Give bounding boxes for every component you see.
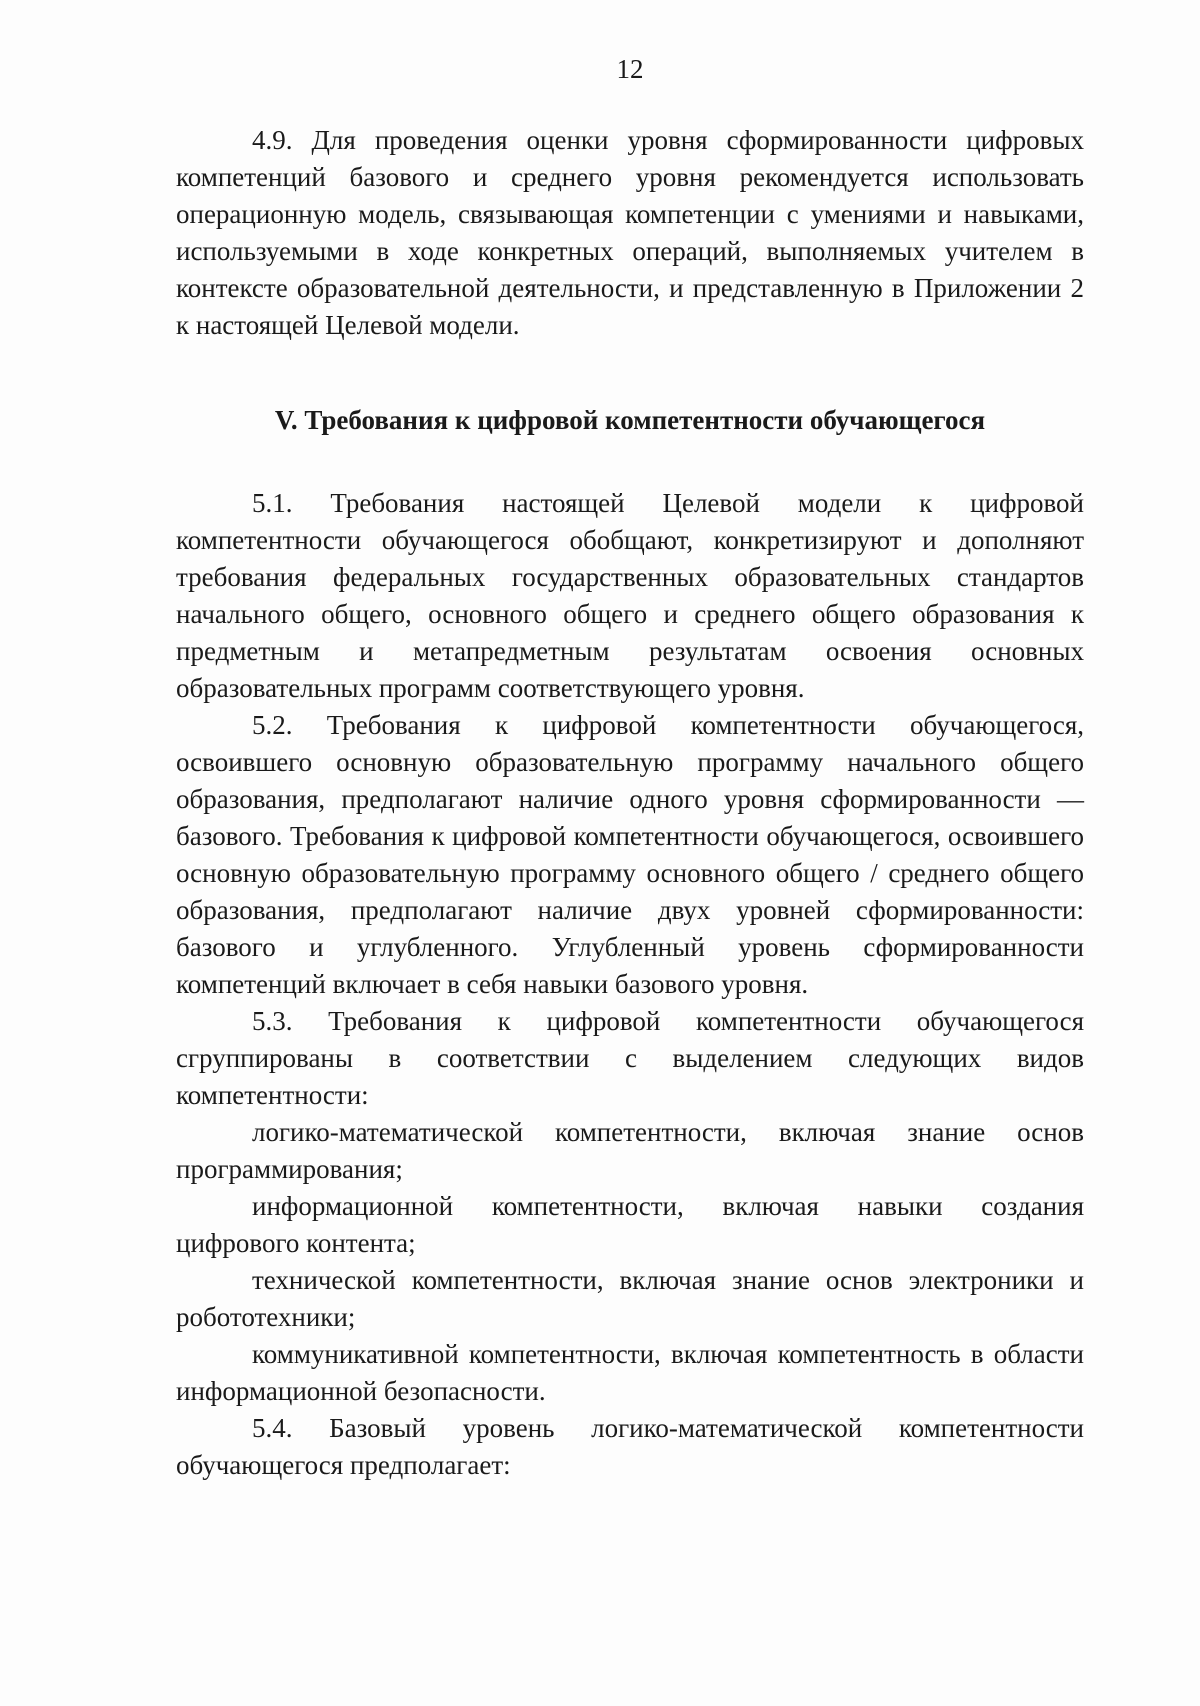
document-body [176, 122, 1084, 1484]
list-item-logic-math: логико-математической компетентности, включая знание основ программирования; [176, 1117, 1084, 1184]
section-heading: V. Требования к цифровой компетентности обучающегося [274, 405, 986, 435]
paragraph-5-1: 5.1. Требования настоящей Целевой модели к цифровой компетентности обучающегося обобщают, конкретизируют и дополняют требования федеральных государственных образовательных стандартов начального общего, основного общего и среднего общего образования к предметным и метапредметным результатам освоения основных образовательных программ соответствующего уровня. [176, 488, 1084, 703]
page-number: 12 [616, 54, 644, 84]
list-item-communicative: коммуникативной компетентности, включая компетентность в области информационной безопасности. [176, 1339, 1084, 1406]
paragraph-5-4: 5.4. Базовый уровень логико-математической компетентности обучающегося предполагает: [176, 1413, 1084, 1480]
paragraph-5-3: 5.3. Требования к цифровой компетентности обучающегося сгруппированы в соответствии с выделением следующих видов компетентности: [176, 1006, 1084, 1110]
list-item-technical: технической компетентности, включая знание основ электроники и робототехники; [176, 1265, 1084, 1332]
paragraph-5-2: 5.2. Требования к цифровой компетентности обучающегося, освоившего основную образовательную программу начального общего образования, предполагают наличие одного уровня сформированности — базового. Требования к цифровой компетентности обучающегося, освоившего основную образовательную программу основного общего / среднего общего образования, предполагают наличие двух уровней сформированности: базового и углубленного. Углубленный уровень сформированности компетенций включает в себя навыки базового уровня. [176, 710, 1084, 999]
paragraph-4-9: 4.9. Для проведения оценки уровня сформированности цифровых компетенций базового и среднего уровня рекомендуется использовать операционную модель, связывающая компетенции с умениями и навыками, используемыми в ходе конкретных операций, выполняемых учителем в контексте образовательной деятельности, и представленную в Приложении 2 к настоящей Целевой модели. [176, 125, 1084, 340]
heading-spacer [176, 439, 1084, 485]
list-item-information: информационной компетентности, включая навыки создания цифрового контента; [176, 1191, 1084, 1258]
